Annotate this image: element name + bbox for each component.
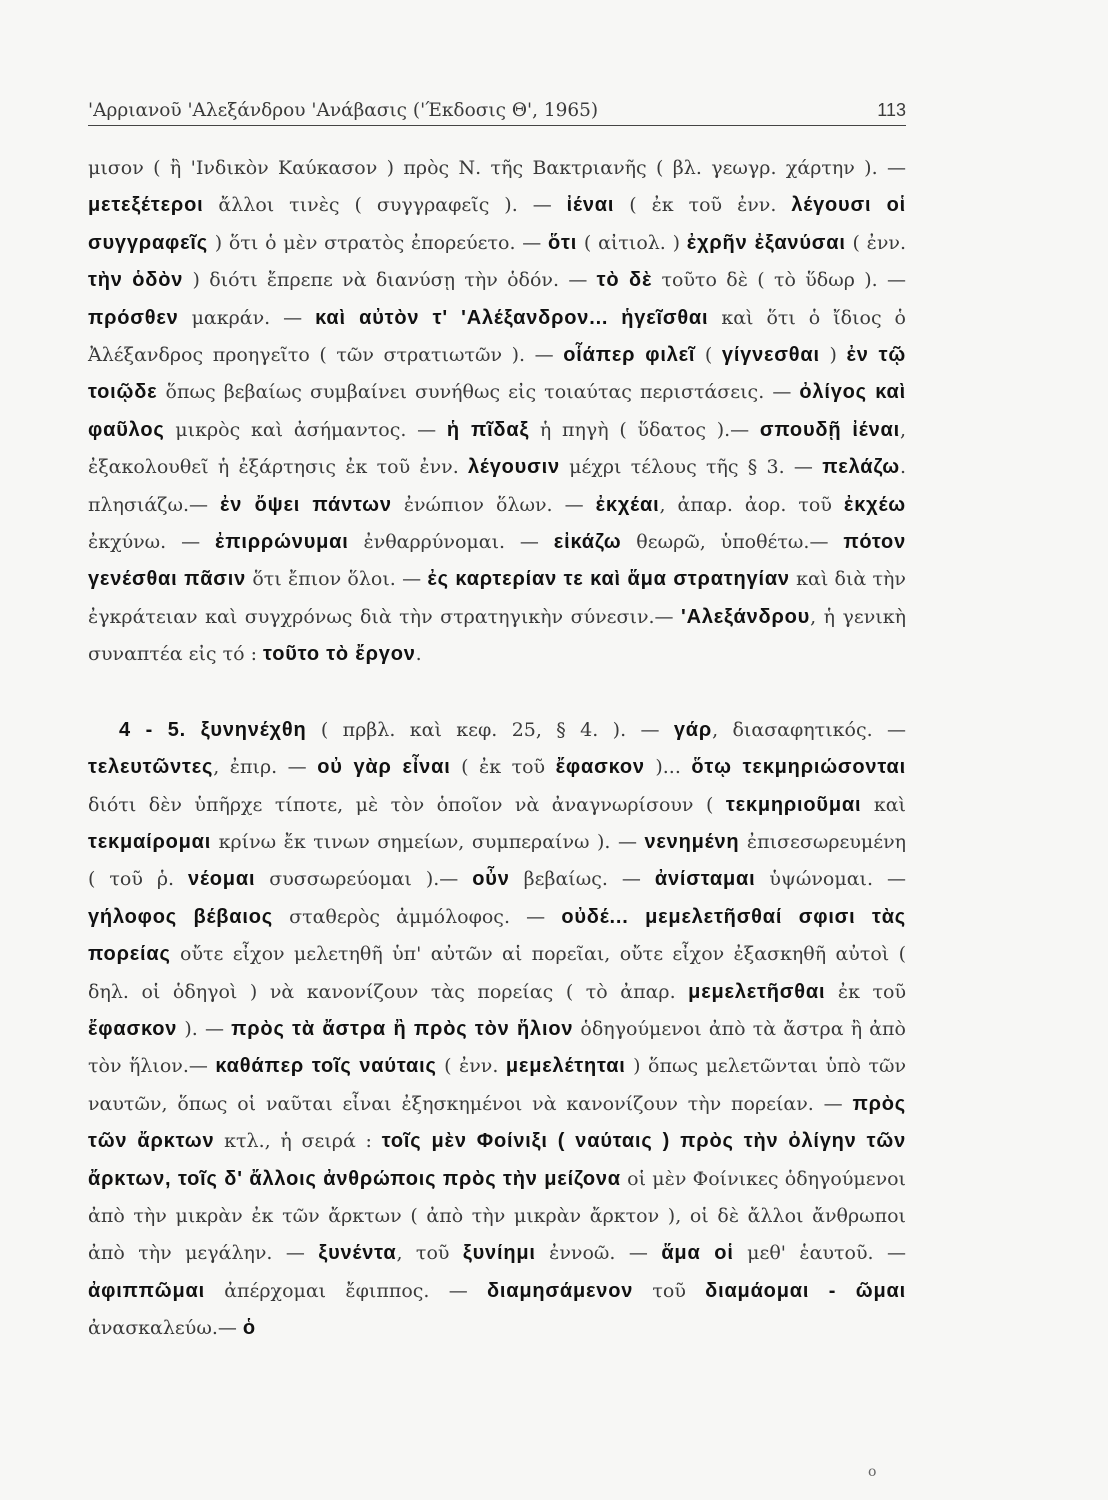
running-header (88, 100, 906, 126)
lemma: νέομαι (188, 868, 256, 891)
gloss-text: )... (644, 756, 692, 779)
gloss-text: ( ἐνν. (436, 1055, 506, 1078)
lemma: ἰέναι (566, 194, 615, 217)
lemma: τὸ δὲ (596, 269, 653, 292)
gloss-text: κτλ., ἡ σειρά : (214, 1130, 382, 1153)
lemma: πρόσθεν (88, 306, 179, 329)
lemma: μεμελετῆσθαι (688, 980, 826, 1003)
gloss-text: ἄλλοι τινὲς ( συγγραφεῖς ). — (203, 194, 567, 217)
gloss-text: , ἡ γενικὴ συναπτέα εἰς τό : (88, 605, 906, 666)
gloss-text: ) (819, 344, 847, 367)
gloss-text: ἐπισεσωρευμένη ( τοῦ ῥ. (88, 830, 907, 891)
lemma: ἐν τῷ τοιῷδε (88, 344, 907, 404)
gloss-text: τοῦ (633, 1279, 706, 1302)
gloss-text: καὶ (861, 793, 906, 816)
lemma: ἐς καρτερίαν τε καὶ ἅμα στρατηγίαν (427, 568, 790, 591)
lemma: τὴν ὁδὸν (88, 269, 184, 292)
lemma: γήλοφος βέβαιος (88, 905, 273, 928)
lemma: ξυνίημι (462, 1242, 536, 1265)
gloss-text: , ἀπαρ. ἀορ. τοῦ (659, 493, 844, 516)
lemma: καὶ αὐτὸν τ' 'Αλέξανδρον... (315, 306, 609, 329)
gloss-text: ( (695, 344, 722, 367)
lemma: μεμελέτηται (505, 1055, 626, 1078)
gloss-text: καὶ διὰ τὴν ἐγκράτειαν καὶ συγχρόνως διὰ τὴν στρατηγικὴν σύνεσιν.— (88, 568, 906, 628)
gloss-text: , ἐπιρ. — (213, 756, 318, 779)
lemma: ὅτι (548, 231, 578, 254)
gloss-text: ἡ πηγὴ ( ὕδατος ).— (529, 418, 760, 441)
lemma: ὅτῳ τεκμηριώσονται (691, 756, 906, 779)
gloss-text: . πλησιάζω.— (88, 456, 906, 516)
lemma: οὖν (472, 868, 510, 891)
gloss-text: ἐκ τοῦ (825, 980, 907, 1003)
lemma: ἐκχέω (843, 493, 906, 516)
gloss-text: ) ὅτι ὁ μὲν στρατὸς ἐπορεύετο. — (208, 231, 549, 254)
gloss-text: ἐνθαρρύνομαι. — (348, 531, 554, 554)
gloss-text: θεωρῶ, ὑποθέτω.— (621, 531, 844, 554)
gloss-text: ). — (177, 1017, 232, 1040)
gloss-text: ἀπέρχομαι ἔφιππος. — (204, 1279, 487, 1302)
gloss-text: ) διότι ἔπρεπε νὰ διανύσῃ τὴν ὁδόν. — (183, 269, 597, 292)
lemma: τελευτῶντες (88, 756, 214, 779)
gloss-text: ἐνώπιον ὅλων. — (391, 493, 596, 516)
gloss-text: ὅπως βεβαίως συμβαίνει συνήθως εἰς τοιαύτας περιστάσεις. — (157, 381, 800, 404)
gloss-text: τοῦτο δὲ ( τὸ ὕδωρ ). — (652, 269, 906, 292)
header-title: 'Αρριανοῦ 'Αλεξάνδρου 'Ανάβασις ('Έκδοσις Θ', 1965) (88, 100, 599, 121)
gloss-text: ἐννοῶ. — (535, 1242, 662, 1265)
lemma: διαμησάμενον (486, 1279, 634, 1302)
lemma: ξυνέντα (318, 1242, 397, 1265)
gloss-text: ὑψώνομαι. — (755, 868, 906, 891)
gloss-text: ( ἐκ τοῦ ἐνν. (614, 194, 792, 217)
gloss-text: ὁδηγούμενοι ἀπὸ τὰ ἄστρα ἢ ἀπὸ τὸν ἥλιον.— (88, 1017, 906, 1078)
gloss-text: ( ἐνν. (845, 231, 907, 254)
lemma: τοῖς μὲν Φοίνιξι ( ναύταις ) πρὸς τὴν ὀλίγην τῶν ἄρκτων, τοῖς δ' ἄλλοις ἀνθρώποις πρὸς τὴν μείζονα (88, 1130, 906, 1190)
gloss-text: , διασαφητικός. — (712, 718, 907, 741)
lemma: λέγουσιν (468, 456, 560, 479)
lemma: γάρ (673, 718, 713, 741)
lemma: ἐπιρρώνυμαι (214, 531, 349, 554)
gloss-text: μεθ' ἑαυτοῦ. — (733, 1242, 906, 1265)
lemma: εἰκάζω (553, 531, 622, 554)
lemma: ἡγεῖσθαι (621, 306, 709, 329)
gloss-text: βεβαίως. — (509, 868, 655, 891)
gloss-text: ἐκχύνω. — (88, 531, 215, 554)
lemma: πρὸς τὰ ἄστρα ἢ πρὸς τὸν ἥλιον (231, 1017, 574, 1040)
gloss-text: οἱ μὲν Φοίνικες ὁδηγούμενοι ἀπὸ τὴν μικρὰν ἐκ τῶν ἄρκτων ( ἀπὸ τὴν μικρὰν ἄρκτον ), οἱ δὲ ἄλλοι ἄνθρωποι ἀπὸ τὴν μεγάλην. — (88, 1167, 907, 1265)
gloss-text: συσσωρεύομαι ).— (255, 868, 473, 891)
lemma: σπουδῇ ἰέναι (759, 418, 900, 441)
lemma: ἐκχέαι (595, 493, 660, 516)
lemma: τοῦτο τὸ ἔργον (263, 643, 416, 666)
gloss-text: καὶ ὅτι ὁ ἴδιος ὁ Ἀλέξανδρος προηγεῖτο ( τῶν στρατιωτῶν ). — (88, 306, 906, 367)
gloss-text: διότι δὲν ὑπῆρχε τίποτε, μὲ τὸν ὁποῖον νὰ ἀναγνωρίσουν ( (88, 793, 726, 816)
gloss-text: μακράν. — (178, 306, 316, 329)
gloss-text: . (415, 643, 422, 666)
commentary-paragraph-1 (88, 150, 906, 674)
lemma: διαμάομαι - ῶμαι (705, 1279, 906, 1302)
lemma: ἡ πῖδαξ (446, 418, 530, 441)
gloss-text: , ἐξακολουθεῖ ἡ ἐξάρτησις ἐκ τοῦ ἐνν. (88, 418, 906, 479)
gloss-text: οὔτε εἶχον μελετηθῆ ὑπ' αὐτῶν αἱ πορεῖαι, οὔτε εἶχον ἐξασκηθῆ αὐτοὶ ( δηλ. οἱ ὁδηγοὶ ) νὰ κανονίζουν τὰς πορείας ( τὸ ἀπαρ. (88, 943, 906, 1003)
lemma: ἐχρῆν ἐξανύσαι (686, 231, 846, 254)
gloss-text: μικρὸς καὶ ἀσήμαντος. — (164, 418, 447, 441)
page-number: 113 (877, 100, 906, 120)
lemma: γίγνεσθαι (721, 344, 820, 367)
gloss-text: ) ὅπως μελετῶνται ὑπὸ τῶν ναυτῶν, ὅπως οἱ ναῦται εἶναι ἐξησκημένοι νὰ κανονίζουν τὴν πορείαν. — (88, 1055, 907, 1115)
gloss-text: ( ἐκ τοῦ (450, 756, 556, 779)
gloss-text: σταθερὸς ἀμμόλοφος. — (272, 905, 562, 928)
lemma: 'Αλεξάνδρου (681, 605, 811, 628)
lemma: ὀλίγος καὶ φαῦλος (88, 381, 906, 441)
gloss-text: ἀνασκαλεύω.— (88, 1317, 243, 1340)
gloss-text: ( αἰτιολ. ) (577, 231, 687, 254)
gloss-text: μισον ( ἢ 'Ινδικὸν Καύκασον ) πρὸς Ν. τῆς Βακτριανῆς ( βλ. γεωγρ. χάρτην ). — (88, 157, 906, 179)
lemma: ὁ (242, 1317, 256, 1340)
lemma: ἔφασκον (88, 1017, 178, 1040)
lemma: ἀνίσταμαι (654, 868, 756, 891)
lemma: πότον γενέσθαι πᾶσιν (88, 531, 906, 591)
lemma: ἐν ὄψει πάντων (220, 493, 392, 516)
gloss-text: μέχρι τέλους τῆς § 3. — (559, 456, 823, 479)
lemma: καθάπερ τοῖς ναύταις (215, 1055, 437, 1078)
lemma: οὐδέ... μεμελετῆσθαί σφισι τὰς πορείας (88, 905, 907, 966)
gloss-text: ( πρβλ. καὶ κεφ. 25, § 4. ). — (306, 718, 674, 741)
lemma: ἅμα οἱ (661, 1242, 734, 1265)
commentary-body (88, 150, 906, 1348)
lemma: ἔφασκον (555, 756, 645, 779)
commentary-paragraph-2 (88, 712, 906, 1348)
lemma: οὐ γὰρ εἶναι (317, 756, 451, 779)
lemma: ἀφιππῶμαι (88, 1279, 205, 1302)
lemma: μετεξέτεροι (88, 194, 204, 217)
gloss-text (608, 307, 621, 329)
lemma: 4 - 5. ξυνηνέχθη (119, 718, 307, 741)
lemma: πρὸς τῶν ἄρκτων (88, 1092, 906, 1153)
lemma: τεκμηριοῦμαι (725, 793, 862, 816)
lemma: νενημένη (644, 830, 740, 853)
gloss-text: ὅτι ἔπιον ὅλοι. — (246, 568, 428, 591)
lemma: πελάζω (822, 456, 900, 479)
signature-mark: ο (868, 1464, 877, 1480)
lemma: λέγουσι οἱ συγγραφεῖς (88, 194, 906, 254)
lemma: οἷάπερ φιλεῖ (563, 344, 696, 367)
gloss-text: , τοῦ (396, 1242, 463, 1265)
lemma: τεκμαίρομαι (88, 830, 212, 853)
gloss-text: κρίνω ἔκ τινων σημείων, συμπεραίνω ). — (211, 830, 645, 853)
